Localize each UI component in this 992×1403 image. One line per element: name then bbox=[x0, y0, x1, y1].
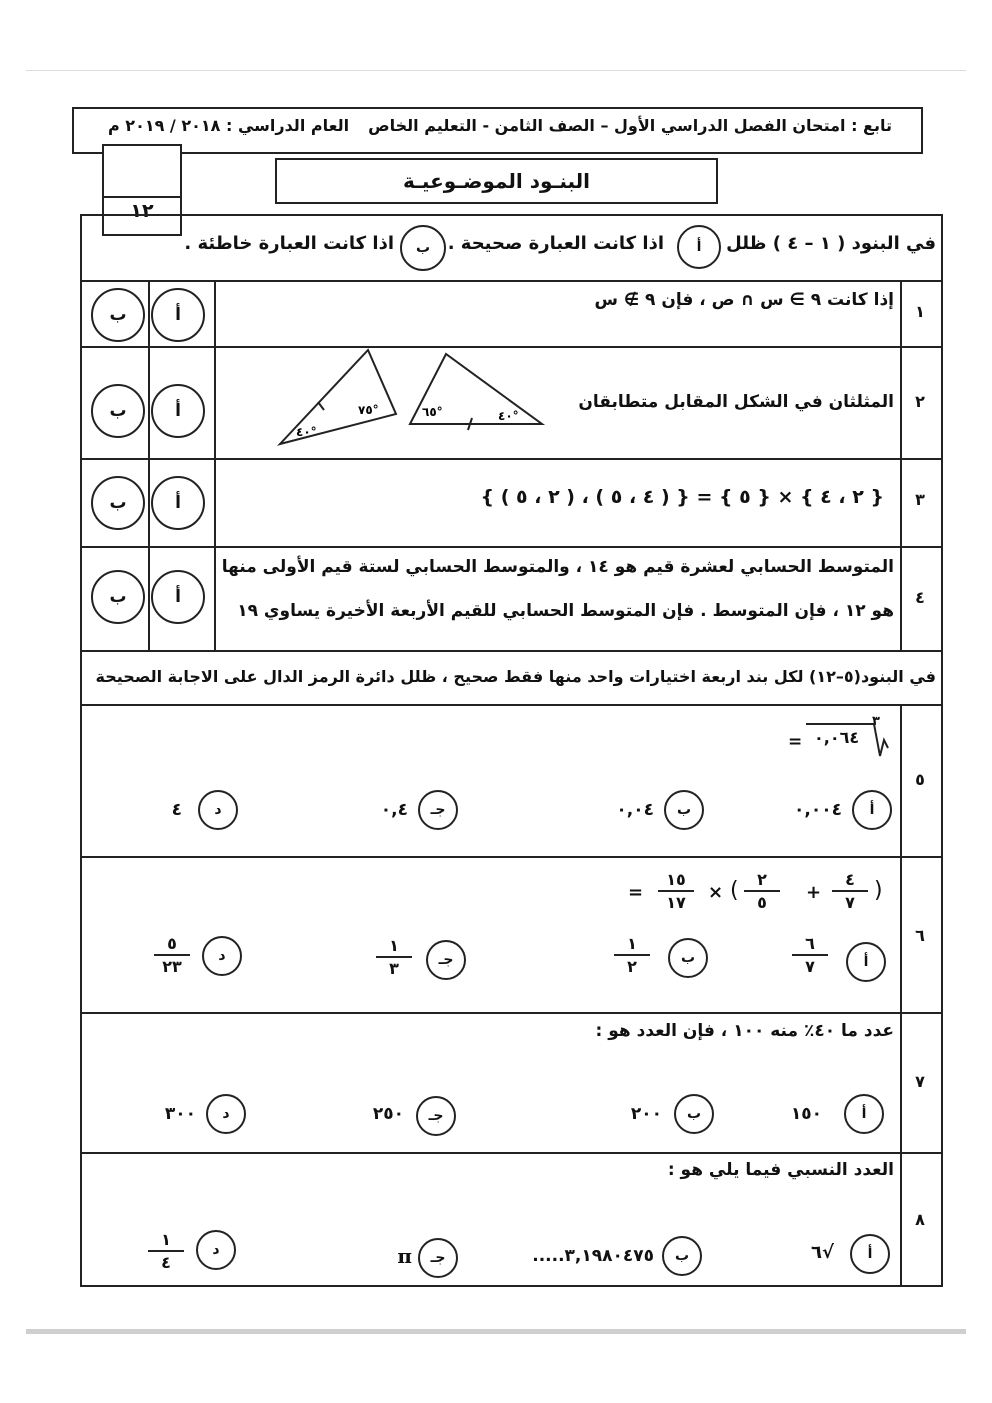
option-d-circle[interactable]: د bbox=[198, 790, 238, 830]
triangles-figure bbox=[276, 346, 546, 450]
item-number: ٥ bbox=[915, 770, 925, 789]
item-1-text: إذا كانت ٩ ∋ س ∩ ص ، فإن ٩ ∌ س bbox=[594, 290, 894, 310]
angle-label: ٤٠° bbox=[498, 409, 519, 423]
option-c-circle[interactable]: جـ bbox=[418, 790, 458, 830]
option-b-value: ٣,١٩٨٠٤٧٥..... bbox=[532, 1246, 654, 1266]
option-c-value: ٢٥٠ bbox=[372, 1104, 404, 1124]
answer-true-circle[interactable]: أ bbox=[151, 476, 205, 530]
answer-false-circle[interactable]: ب bbox=[91, 570, 145, 624]
option-a-circle[interactable]: أ bbox=[850, 1234, 890, 1274]
part2-instruction: في البنود(٥–١٢) لكل بند اربعة اختيارات واحد منها فقط صحيح ، ظلل دائرة الرمز الدال على الاجابة الصحيحة bbox=[95, 667, 936, 686]
answer-false-circle[interactable]: ب bbox=[91, 384, 145, 438]
option-b-circle[interactable]: ب bbox=[664, 790, 704, 830]
item-7-text: عدد ما ٤٠٪ منه ١٠٠ ، فإن العدد هو : bbox=[595, 1021, 894, 1041]
item-number: ٨ bbox=[915, 1210, 925, 1229]
fraction: ١٥ ١٧ bbox=[658, 870, 694, 914]
radicand: ٠,٠٦٤ bbox=[814, 728, 860, 747]
times-sign: × bbox=[708, 882, 724, 903]
fraction: ٤ ٧ bbox=[832, 870, 868, 914]
equals-sign: = bbox=[628, 882, 644, 903]
answer-true-circle[interactable]: أ bbox=[151, 384, 205, 438]
equals-sign: = bbox=[788, 732, 803, 752]
option-b-value: ٢٠٠ bbox=[630, 1104, 662, 1124]
option-d-circle[interactable]: د bbox=[196, 1230, 236, 1270]
item-4-line2: هو ١٢ ، فإن المتوسط . فإن المتوسط الحسابي للقيم الأربعة الأخيرة يساوي ١٩ bbox=[237, 601, 894, 621]
option-a-value: ١٥٠ bbox=[790, 1104, 822, 1124]
item-number: ١ bbox=[915, 302, 925, 321]
option-c-circle[interactable]: جـ bbox=[416, 1096, 456, 1136]
true-symbol: أ bbox=[677, 225, 721, 269]
fraction: ٢ ٥ bbox=[744, 870, 780, 914]
option-c-circle[interactable]: جـ bbox=[426, 940, 466, 980]
exam-header-year: العام الدراسي : ٢٠١٨ / ٢٠١٩ م bbox=[108, 116, 350, 135]
option-b-fraction: ١ ٢ bbox=[614, 934, 650, 978]
angle-label: ٦٥° bbox=[422, 405, 443, 419]
exam-header-title: تابع : امتحان الفصل الدراسي الأول – الصف الثامن - التعليم الخاص bbox=[368, 116, 892, 135]
option-a-fraction: ٦ ٧ bbox=[792, 934, 828, 978]
option-b-circle[interactable]: ب bbox=[668, 938, 708, 978]
option-a-circle[interactable]: أ bbox=[844, 1094, 884, 1134]
item-number: ٧ bbox=[915, 1072, 925, 1091]
part1-instruction-c: اذا كانت العبارة خاطئة . bbox=[184, 233, 394, 254]
answer-false-circle[interactable]: ب bbox=[91, 288, 145, 342]
angle-label: ٧٥° bbox=[358, 403, 379, 417]
answer-true-circle[interactable]: أ bbox=[151, 288, 205, 342]
option-d-circle[interactable]: د bbox=[206, 1094, 246, 1134]
option-b-value: ٠,٠٤ bbox=[616, 800, 654, 820]
answer-false-circle[interactable]: ب bbox=[91, 476, 145, 530]
option-d-circle[interactable]: د bbox=[202, 936, 242, 976]
item-3-text: { ٢ ، ٤ } × { ٥ } = { ( ٤ ، ٥ ) ، ( ٢ ، ٥ ) } bbox=[480, 486, 884, 508]
option-d-fraction: ٥ ٢٣ bbox=[154, 934, 190, 978]
option-a-circle[interactable]: أ bbox=[846, 942, 886, 982]
part1-instruction-a: في البنود ( ١ – ٤ ) ظلل bbox=[726, 233, 936, 254]
answer-true-circle[interactable]: أ bbox=[151, 570, 205, 624]
option-c-value: π bbox=[397, 1244, 412, 1268]
option-d-fraction: ١ ٤ bbox=[148, 1230, 184, 1274]
option-b-circle[interactable]: ب bbox=[674, 1094, 714, 1134]
cube-root-expression bbox=[786, 714, 896, 758]
root-index: ٣ bbox=[872, 714, 880, 729]
item-number: ٤ bbox=[915, 588, 925, 607]
option-c-value: ٠,٤ bbox=[380, 800, 408, 820]
option-a-value: √٦ bbox=[810, 1242, 834, 1263]
item-4-line1: المتوسط الحسابي لعشرة قيم هو ١٤ ، والمتوسط الحسابي لستة قيم الأولى منها bbox=[221, 557, 894, 577]
part1-instruction-b: اذا كانت العبارة صحيحة . bbox=[447, 233, 664, 254]
item-2-text: المثلثان في الشكل المقابل متطابقان bbox=[578, 392, 894, 412]
option-c-circle[interactable]: جـ bbox=[418, 1238, 458, 1278]
score-value: ١٢ bbox=[130, 200, 154, 222]
fraction-expression: ) ٤ ٧ + ٢ ٥ ( × ١٥ ١٧ = bbox=[628, 870, 883, 912]
option-b-circle[interactable]: ب bbox=[662, 1236, 702, 1276]
option-d-value: ٤ bbox=[171, 800, 182, 820]
option-d-value: ٣٠٠ bbox=[164, 1104, 196, 1124]
item-number: ٣ bbox=[915, 490, 925, 509]
item-8-text: العدد النسبي فيما يلي هو : bbox=[667, 1160, 894, 1180]
option-a-value: ٠,٠٠٤ bbox=[794, 800, 842, 820]
section-title: البنـود الموضـوعيـة bbox=[275, 158, 718, 204]
option-c-fraction: ١ ٣ bbox=[376, 936, 412, 980]
angle-label: ٤٠° bbox=[296, 425, 317, 439]
option-a-circle[interactable]: أ bbox=[852, 790, 892, 830]
item-number: ٦ bbox=[915, 926, 925, 945]
false-symbol: ب bbox=[400, 225, 446, 271]
item-number: ٢ bbox=[915, 392, 925, 411]
plus-sign: + bbox=[806, 882, 822, 903]
